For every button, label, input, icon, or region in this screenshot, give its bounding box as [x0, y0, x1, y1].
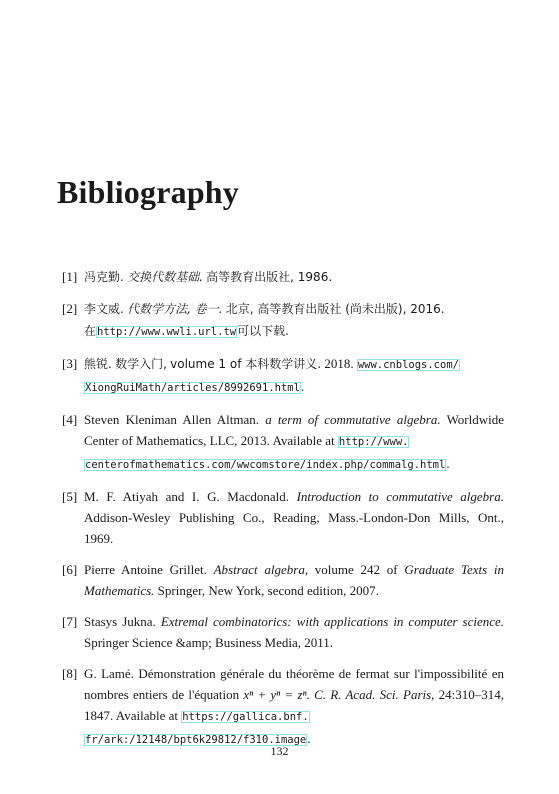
entry-publisher: 高等教育出版社, 1986. — [206, 270, 333, 284]
entry-author: 熊锐. — [84, 357, 112, 371]
entry-content — [84, 486, 504, 549]
entry-author: M. F. Atiyah and I. G. Macdonald. — [84, 489, 289, 504]
entry-publisher: Springer Science &amp; Business Media, 2011. — [84, 635, 334, 650]
bib-entry-6 — [62, 559, 504, 601]
entry-content — [84, 409, 504, 476]
entry-year: 2018. — [324, 356, 354, 371]
entry-title: Démonstration générale du théorème de fermat sur l'impossibilité en nombres entiers de l'équation — [84, 666, 505, 702]
entry-pre-url: 在 — [84, 324, 97, 338]
bib-entry-1 — [62, 266, 504, 288]
entry-label: [8] — [62, 666, 78, 681]
entry-post-url: 可以下载. — [237, 324, 289, 338]
entry-author: 冯克勤. — [84, 270, 124, 284]
entry-publisher: Addison-Wesley Publishing Co., Reading, Mass.-London-Don Mills, Ont., 1969. — [84, 510, 504, 546]
entry-label: [2] — [62, 301, 78, 316]
entry-url-link-cont[interactable]: XiongRuiMath/articles/8992691.html — [85, 382, 300, 394]
entry-content — [84, 559, 504, 601]
entry-title: 代数学方法, 卷一. — [127, 302, 223, 316]
entry-author: Steven Kleniman Allen Altman. — [84, 412, 259, 427]
bibliography-list — [62, 266, 504, 761]
entry-series: volume 1 of 本科数学讲义. — [170, 357, 322, 371]
entry-url-link[interactable]: https://gallica.bnf. — [182, 711, 309, 723]
entry-title: 交换代数基础. — [127, 270, 203, 284]
entry-label: [7] — [62, 614, 78, 629]
entry-publisher: 北京, 高等教育出版社 (尚未出版), 2016. — [225, 302, 445, 316]
entry-url-link[interactable]: http://www. — [338, 436, 409, 448]
entry-author: G. Lamé. — [84, 666, 134, 681]
bib-entry-7 — [62, 611, 504, 653]
entry-end: . — [446, 456, 450, 471]
entry-publisher: Springer, New York, second edition, 2007. — [157, 583, 379, 598]
entry-content — [84, 353, 504, 399]
entry-equation: xⁿ + yⁿ = zⁿ. — [243, 687, 310, 702]
entry-label: [1] — [62, 269, 78, 284]
entry-author: Pierre Antoine Grillet. — [84, 562, 207, 577]
entry-author: 李文威. — [84, 302, 124, 316]
entry-content — [84, 298, 504, 343]
bib-entry-2 — [62, 298, 504, 343]
chapter-title: Bibliography — [57, 174, 240, 210]
entry-end: . — [300, 379, 305, 394]
entry-title: Abstract algebra — [213, 562, 305, 577]
entry-title: a term of commutative algebra. — [265, 412, 441, 427]
entry-title: Extremal combinatorics: with applications in computer science. — [160, 614, 505, 629]
entry-series: Graduate Texts in Mathematics. — [84, 562, 504, 598]
entry-content — [84, 663, 504, 751]
bib-entry-5 — [62, 486, 504, 549]
entry-label: [6] — [62, 562, 78, 577]
bib-entry-8 — [62, 663, 504, 751]
entry-label: [4] — [62, 412, 78, 427]
entry-content — [84, 611, 504, 653]
entry-content — [84, 266, 504, 288]
entry-url-link-cont[interactable]: centerofmathematics.com/wwcomstore/index.php/commalg.html — [85, 459, 446, 471]
page-number: 132 — [270, 744, 289, 758]
entry-author: Stasys Jukna. — [84, 614, 156, 629]
entry-url-link-cont[interactable]: fr/ark:/12148/bpt6k29812/f310.image — [85, 734, 307, 746]
entry-volume: , volume 242 of — [304, 562, 398, 577]
entry-label: [5] — [62, 489, 78, 504]
entry-title: Introduction to commutative algebra. — [296, 489, 504, 504]
bib-entry-3 — [62, 353, 504, 399]
entry-pages-year: 24:310–314, 1847. Available at — [84, 687, 505, 723]
entry-title: 数学入门, — [115, 357, 167, 371]
entry-publisher: Worldwide Center of Mathematics, LLC, 2013. Available at — [84, 412, 505, 448]
entry-label: [3] — [62, 356, 78, 371]
entry-url-link[interactable]: http://www.wwli.url.tw — [97, 326, 237, 338]
entry-url-link[interactable]: www.cnblogs.com/ — [357, 359, 459, 371]
bib-entry-4 — [62, 409, 504, 476]
entry-journal: C. R. Acad. Sci. Paris, — [314, 687, 435, 702]
entry-end: . — [307, 731, 311, 746]
